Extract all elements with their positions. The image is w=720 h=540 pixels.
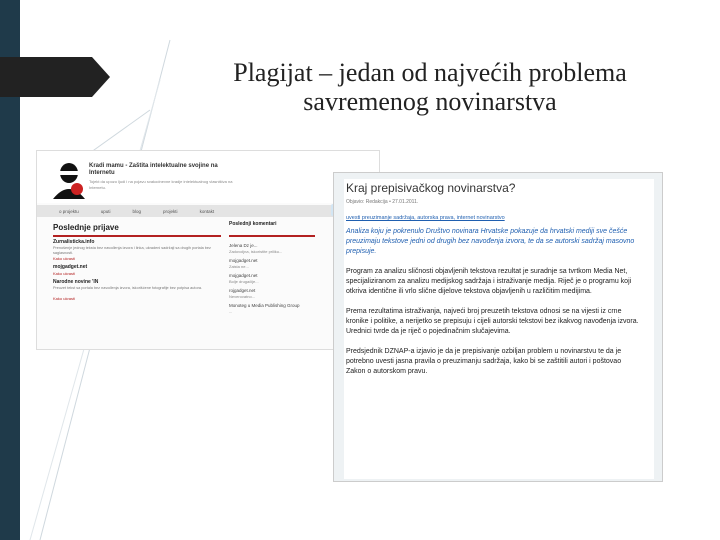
- entry-text: Preuzet tekst sa portala bez navođenja izvora, iskorišćene fotografije bez potpisa autora.: [53, 286, 203, 290]
- nav-item[interactable]: projekti: [163, 208, 178, 214]
- comment-user[interactable]: rojgadget.net: [229, 288, 256, 293]
- slide-title-line1: Plagijat – jedan od najvećih problema: [233, 58, 627, 87]
- section-divider: [53, 235, 221, 237]
- site-header: [37, 151, 379, 203]
- screenshot-kradi-mamu: [36, 150, 380, 350]
- site-title: Kradi mamu - Zaštita intelektualne svojine na Internetu: [89, 163, 218, 176]
- comment-text: Neverovatno...: [229, 294, 256, 299]
- screenshot-article: [333, 172, 663, 482]
- list-item: [229, 288, 319, 299]
- article-paragraph: Analiza koju je pokrenulo Društvo novinara Hrvatske pokazuje da hrvatski mediji sve češće preuzimaju tekstove jedni od drugih bez navođenja izvora, te da se autorski sadržaj masovno prepisuje.: [346, 228, 635, 255]
- nav-item[interactable]: uputi: [100, 208, 111, 214]
- entry-link[interactable]: Kako ukrasti: [53, 271, 76, 276]
- comment-user[interactable]: Monoteg u Media Publishing Group: [229, 303, 300, 308]
- comment-user[interactable]: mojgadget.net: [229, 258, 258, 263]
- comment-text: ...: [229, 309, 233, 314]
- article-paragraph: Predsjednik DZNAP-a izjavio je da je prepisivanje ozbiljan problem u novinarstvu te da je potrebno uvesti jasna pravila o preuzimanju sadržaja, kako bi se zaštitili autori i poštovao Zakon o autorskom pravu.: [346, 348, 622, 375]
- article-title[interactable]: Kraj prepisivačkog novinarstva?: [346, 181, 516, 195]
- entry-link[interactable]: Kako ukrasti: [53, 256, 76, 261]
- article-paragraph: Prema rezultatima istraživanja, najveći broj preuzetih tekstova odnosi se na vijesti iz crne kronike i politike, a nerijetko se prepisuju i cijeli autorski tekstovi bez ikakvog navođenja izvora. Urednici tvrde da je riječ o pojedinačnim slučajevima.: [346, 308, 639, 335]
- entry-site[interactable]: mojgadget.net: [53, 264, 88, 270]
- sidebar-title: Poslednji komentari: [229, 221, 277, 227]
- comment-user[interactable]: mojgadget.net: [229, 273, 258, 278]
- comment-text: Zaista ne...: [229, 264, 249, 269]
- slide-title-line2: savremenog novinarstva: [303, 87, 557, 116]
- article-paragraph: Program za analizu sličnosti objavljenih tekstova rezultat je suradnje sa tvrtkom Media Net, specijaliziranom za analizu medijskog sadržaja i istraživanje medija. Riječ je o programu koji otkriva identične ili vrlo slične dijelove tekstova objavljenih u različitim medijima.: [346, 268, 632, 295]
- entry-site[interactable]: Narodne novine 'IN: [53, 279, 99, 285]
- article-body: [344, 179, 654, 479]
- entry-site[interactable]: Zurnalisticka.info: [53, 239, 95, 245]
- list-item: [229, 303, 319, 314]
- article-paragraphs: [346, 227, 642, 387]
- comment-list: [229, 243, 319, 318]
- nav-item[interactable]: blog: [132, 208, 142, 214]
- entry-list: [53, 239, 223, 304]
- list-item: [229, 243, 319, 254]
- sidebar-divider: [229, 235, 315, 237]
- slide-title: [170, 58, 690, 116]
- article-tags[interactable]: uvesti preuzimanje sadržaja, autorska prava, internet novinarstvo: [346, 215, 505, 221]
- list-item: [53, 264, 223, 276]
- comment-text: Bolje drugačije...: [229, 279, 259, 284]
- entry-link[interactable]: Kako ukrasti: [53, 296, 76, 301]
- comment-text: Zadovoljna, iskoristite priliku...: [229, 249, 283, 254]
- section-title: Poslednje prijave: [53, 223, 119, 232]
- comment-user[interactable]: Jelena Dz je...: [229, 243, 258, 248]
- list-item: [229, 273, 319, 284]
- article-meta: Objavio: Redakcija • 27.01.2011.: [346, 199, 419, 205]
- list-item: [53, 239, 223, 261]
- list-item: [53, 279, 223, 301]
- arrow-tab-icon: [0, 57, 110, 97]
- list-item: [229, 258, 319, 269]
- site-nav: [37, 205, 355, 217]
- nav-item[interactable]: kontakt: [199, 208, 215, 214]
- site-description: Tojekt da upozo ljudi i na pojavu svakodnevne kradje intelektualnog vlasništva na Internetu.: [89, 179, 233, 190]
- entry-text: Prenošenje jednog teksta bez navođenja izvora i linka, ukradeni sadržaji sa drugih portala bez saglasnosti.: [53, 246, 211, 255]
- nav-item[interactable]: o projektu: [59, 208, 79, 214]
- masked-thief-icon: [51, 161, 87, 199]
